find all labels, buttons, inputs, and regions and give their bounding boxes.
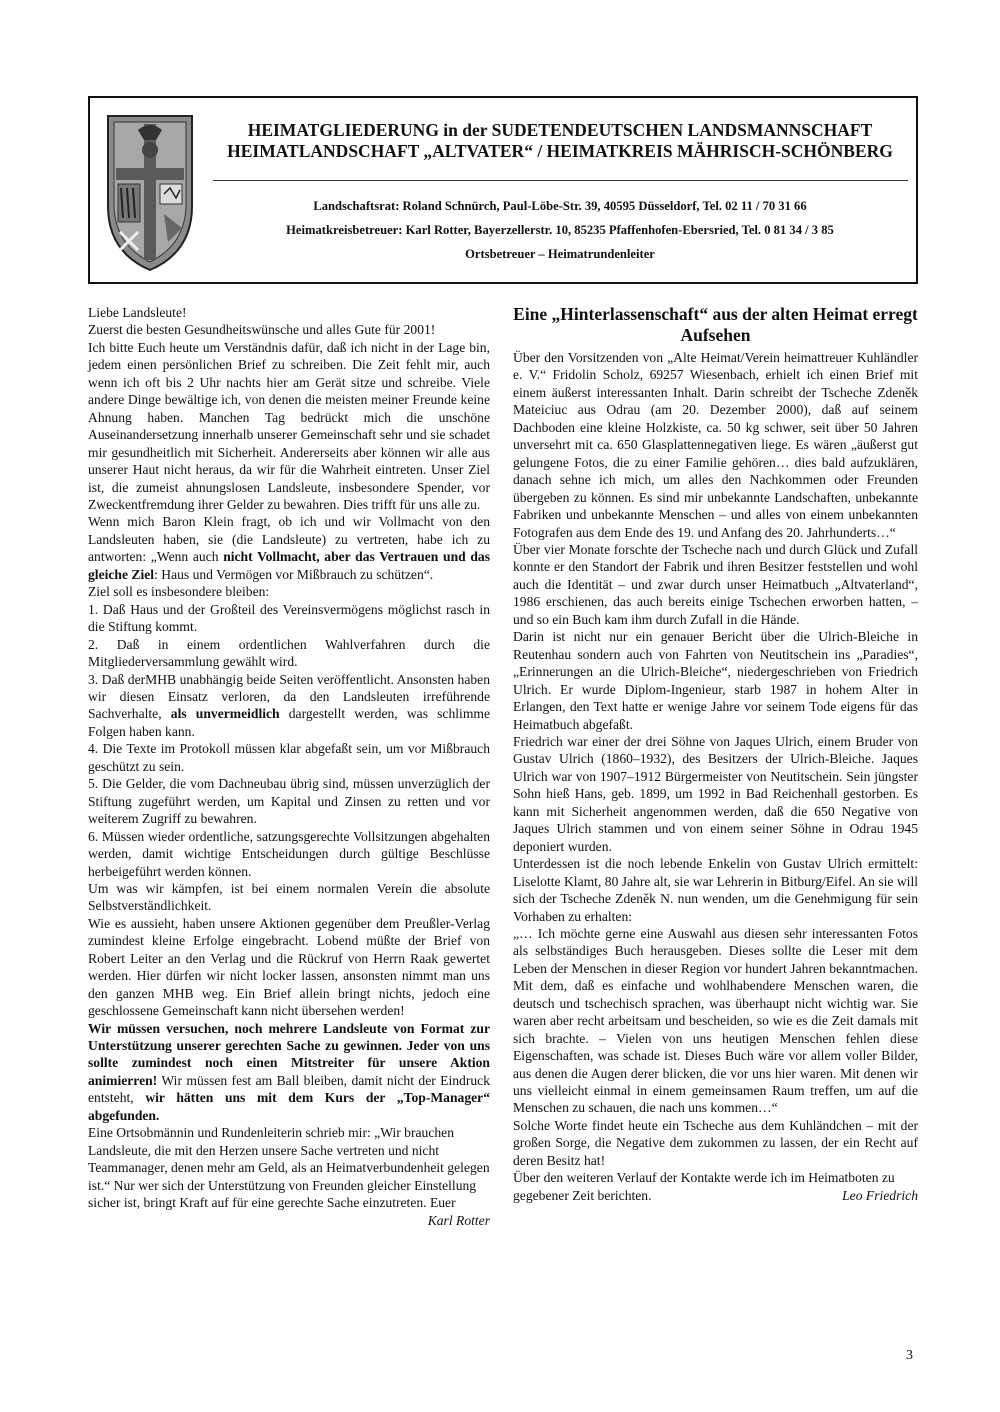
list-item: 3. Daß derMHB unabhängig beide Seiten veröffentlicht. Ansonsten haben wir diesen Einsatz verloren, da den Landsleuten irreführende Sachverhalte, als unvermeidlich dargestellt werden, was schlimme Folgen haben kann. [88,671,490,739]
paragraph: Wie es aussieht, haben unsere Aktionen gegenüber dem Preußler-Verlag zumindest kleine Erfolge eingebracht. Lobend müßte der Brief von Robert Leiter an den Verlag und die Rückruf von Herrn Raak gewertet werden. Hier dürfen wir nicht locker lassen, ansonsten nimmt man uns den ganzen MHB weg. Ein Brief allein bringt nichts, jedoch eine geschlossene Gemeinschaft kann nicht übersehen werden! [88,915,490,1019]
header-title [210,120,910,162]
header-title-line1: HEIMATGLIEDERUNG in der SUDETENDEUTSCHEN LANDSMANNSCHAFT [247,120,873,140]
header-title-line2: HEIMATLANDSCHAFT „ALTVATER“ / HEIMATKREIS MÄHRISCH-SCHÖNBERG [227,141,893,161]
quote-paragraph: „… Ich möchte gerne eine Auswahl aus diesen sehr interessanten Fotos als selbständiges Buch herausgeben. Dieses sollte die Leser mit dem Leben der Menschen in dieser Region vor hundert Jahren bekanntmachen. Mit dem, daß es einfache und wohlhabendere Menschen waren, die deutsch und tschechisch sprachen, was überhaupt nicht wichtig war. Sie waren aber recht arbeitsam und bescheiden, so wie es die Zeit damals mit sich brachte. – Vielen von uns heutigen Menschen fehlen diese Eigenschaften, was schade ist. Dieses Buch wäre vor allem voller Bilder, aus denen die Augen derer blicken, die vor uns hier waren. Mit denen wir uns vielleicht einmal in einem gemeinsamen Raum treffen, um auf die Menschen zu schauen, die nach uns kommen…“ [513,925,918,1116]
header-divider [213,180,908,181]
paragraph: Solche Worte findet heute ein Tscheche aus dem Kuhländchen – mit der großen Sorge, die Negative dem zukommen zu lassen, der ein Recht auf deren Besitz hat! [513,1117,918,1168]
ortsbetreuer-line: Ortsbetreuer – Heimatrundenleiter [465,247,655,261]
list-item: 4. Die Texte im Protokoll müssen klar abgefaßt sein, um vor Mißbrauch geschützt zu sein. [88,741,490,774]
header-contact-info [210,194,910,266]
list-item: 1. Daß Haus und der Großteil des Vereinsvermögens möglichst rasch in die Stiftung kommt. [88,601,490,635]
signature-karl-rotter: Karl Rotter [427,1212,490,1228]
coat-of-arms-icon [104,110,196,274]
paragraph: Über den Vorsitzenden von „Alte Heimat/Verein heimattreuer Kuhländler e. V.“ Fridolin Scholz, 69257 Wiesenbach, erhielt ich einen Brief mit einem äußerst interessanten Inhalt. Darin schreibt der Tscheche Zdeněk Mateiciuc aus Odrau (am 20. Dezember 2000), daß auf seinem Dachboden eine kleine Holzkiste, ca. 50 kg schwer, seit über 50 Jahren unversehrt mit ca. 650 Glasplattennegativen liege. Es wären „äußerst gut gelungene Fotos, die zu einer Familie gehören… dies bald aufzuklären, danach sehne ich mich, um alles den Nachkommen oder Freunden übergeben zu können. Es sind mir unbekannte Landschaften, unbekannte Fabriken und unbekannte Menschen – und alles von einem unbekannten Fotografen aus dem Ende des 19. und Anfang des 20. Jahrhunderts…“ [513,350,918,540]
landschaftsrat-line: Landschaftsrat: Roland Schnürch, Paul-Löbe-Str. 39, 40595 Düsseldorf, Tel. 02 11 / 70 31 66 [313,199,807,213]
paragraph: Ziel soll es insbesondere bleiben: [88,584,270,600]
right-column-article [513,304,918,1204]
page-number: 3 [906,1348,913,1363]
paragraph: Wenn mich Baron Klein fragt, ob ich und wir Vollmacht von den Landsleuten haben, sie (die Landsleute) zu vertreten, habe ich zu antworten: „Wenn auch nicht Vollmacht, aber das Vertrauen und das gleiche Ziel: Haus und Vermögen vor Mißbrauch zu schützen“. [88,514,490,582]
paragraph: Wir müssen versuchen, noch mehrere Landsleute von Format zur Unterstützung unserer gerechten Sache zu gewinnen. Jeder von uns sollte zumindest noch einen Mitstreiter für unsere Aktion animierren! Wir müssen fest am Ball bleiben, damit nicht der Eindruck entsteht, wir hätten uns mit dem Kurs der „Top-Manager“ abgefunden. [88,1020,490,1123]
signature-leo-friedrich: Leo Friedrich [842,1187,918,1203]
paragraph: Über vier Monate forschte der Tscheche nach und durch Glück und Zufall konnte er den Standort der Fabrik und ihren Besitzer feststellen und wohl auch die Identität – und zwar durch unser Heimatbuch „Altvaterland“, 1986 erschienen, das auch bereits einige Tschechen erworben hatten, – und so ein Buch kam ihm durch Zufall in die Hände. [513,541,918,627]
paragraph: Ich bitte Euch heute um Verständnis dafür, daß ich nicht in der Lage bin, jedem einen persönlichen Brief zu schreiben. Die Zeit fehlt mir, auch wenn ich oft bis 2 Uhr nachts hier am Gerät sitze und schreibe. Viele andere Dinge bewältige ich, von denen die meisten meiner Freunde keine Ahnung haben. Manchen Tag bedrückt mich die unschöne Auseinandersetzung innerhalb unserer Gemeinschaft sehr und sie schadet mir gesundheitlich mit Sicherheit. Andererseits aber können wir alle aus unserer Haut nicht heraus, da wir für die Wahrheit eintreten. Unser Ziel ist, die zumeist ahnungslosen Landsleute, insbesondere Spender, vor Zweckentfremdung ihrer Gelder zu bewahren. Dies trifft für uns alle zu. [88,339,490,512]
list-item: 2. Daß in einem ordentlichen Wahlverfahren durch die Mitgliederversammlung gewählt wird. [88,636,490,670]
heimatkreisbetreuer-line: Heimatkreisbetreuer: Karl Rotter, Bayerzellerstr. 10, 85235 Pfaffenhofen-Ebersried, Tel. 0 81 34 / 3 85 [286,223,834,237]
header-box [88,96,918,284]
paragraph: Friedrich war einer der drei Söhne von Jaques Ulrich, einem Bruder von Gustav Ulrich (1860–1932), des Besitzers der Ulrich-Bleiche. Jaques Ulrich war von 1907–1912 Bürgermeister von Neutitschein. Sein jüngster Sohn hieß Hans, geb. 1899, um 1992 in Bad Reichenhall gestorben. Es kann mit Sicherheit angenommen werden, daß die 650 Negative von Jaques Ulrich stammen und von einem seiner Söhne in Odrau 1945 deponiert wurden. [513,733,918,854]
list-item: 5. Die Gelder, die vom Dachneubau übrig sind, müssen unverzüglich der Stiftung zugeführt werden, um Kapital und Zinsen zu retten und vor weiterem Zugriff zu bewahren. [88,776,490,827]
paragraph: Zuerst die besten Gesundheitswünsche und alles Gute für 2001! [88,322,436,338]
paragraph: Um was wir kämpfen, ist bei einem normalen Verein die absolute Selbstverständlichkeit. [88,880,490,914]
closing-paragraph: Über den weiteren Verlauf der Kontakte werde ich im Heimatboten zu gegebener Zeit berichten. Leo Friedrich [513,1170,918,1203]
paragraph: Darin ist nicht nur ein genauer Bericht über die Ulrich-Bleiche in Reutenhau sondern auch von Fahrten von Neutitschein ins „Paradies“, „Erinnerungen an die Ulrich-Bleiche“, niedergeschrieben von Friedrich Ulrich. Er wurde Diplom-Ingenieur, starb 1987 in hohem Alter in Erlangen, den Text hatte er wenige Jahre vor seinem Tode eigens für das Heimatbuch abgefaßt. [513,629,918,732]
salutation: Liebe Landsleute! [88,305,187,320]
list-item: 6. Müssen wieder ordentliche, satzungsgerechte Vollsitzungen abgehalten werden, damit wichtige Entscheidungen durch gültige Beschlüsse herbeigeführt werden können. [88,828,490,879]
article-title: Eine „Hinterlassenschaft“ aus der alten Heimat erregt Aufsehen [513,304,918,345]
paragraph: Unterdessen ist die noch lebende Enkelin von Gustav Ulrich ermittelt: Liselotte Klamt, 80 Jahre alt, sie war Lehrerin in Bitburg/Eifel. An sie will sich der Tscheche Zdeněk N. nun wenden, um die Genehmigung für sein Vorhaben zu erhalten: [513,856,918,924]
left-column-letter [88,304,490,1229]
closing-paragraph: Eine Ortsobmännin und Rundenleiterin schrieb mir: „Wir brauchen Landsleute, die mit den Herzen unsere Sache vertreten und nicht Teammanager, denen mehr am Geld, als an Heimatverbundenheit gelegen ist.“ Nur wer sich der Unterstützung von Freunden gleicher Einstellung sicher ist, bringt Kraft auf für eine gerechte Sache einzutreten. Euer Karl Rotter [88,1125,490,1228]
